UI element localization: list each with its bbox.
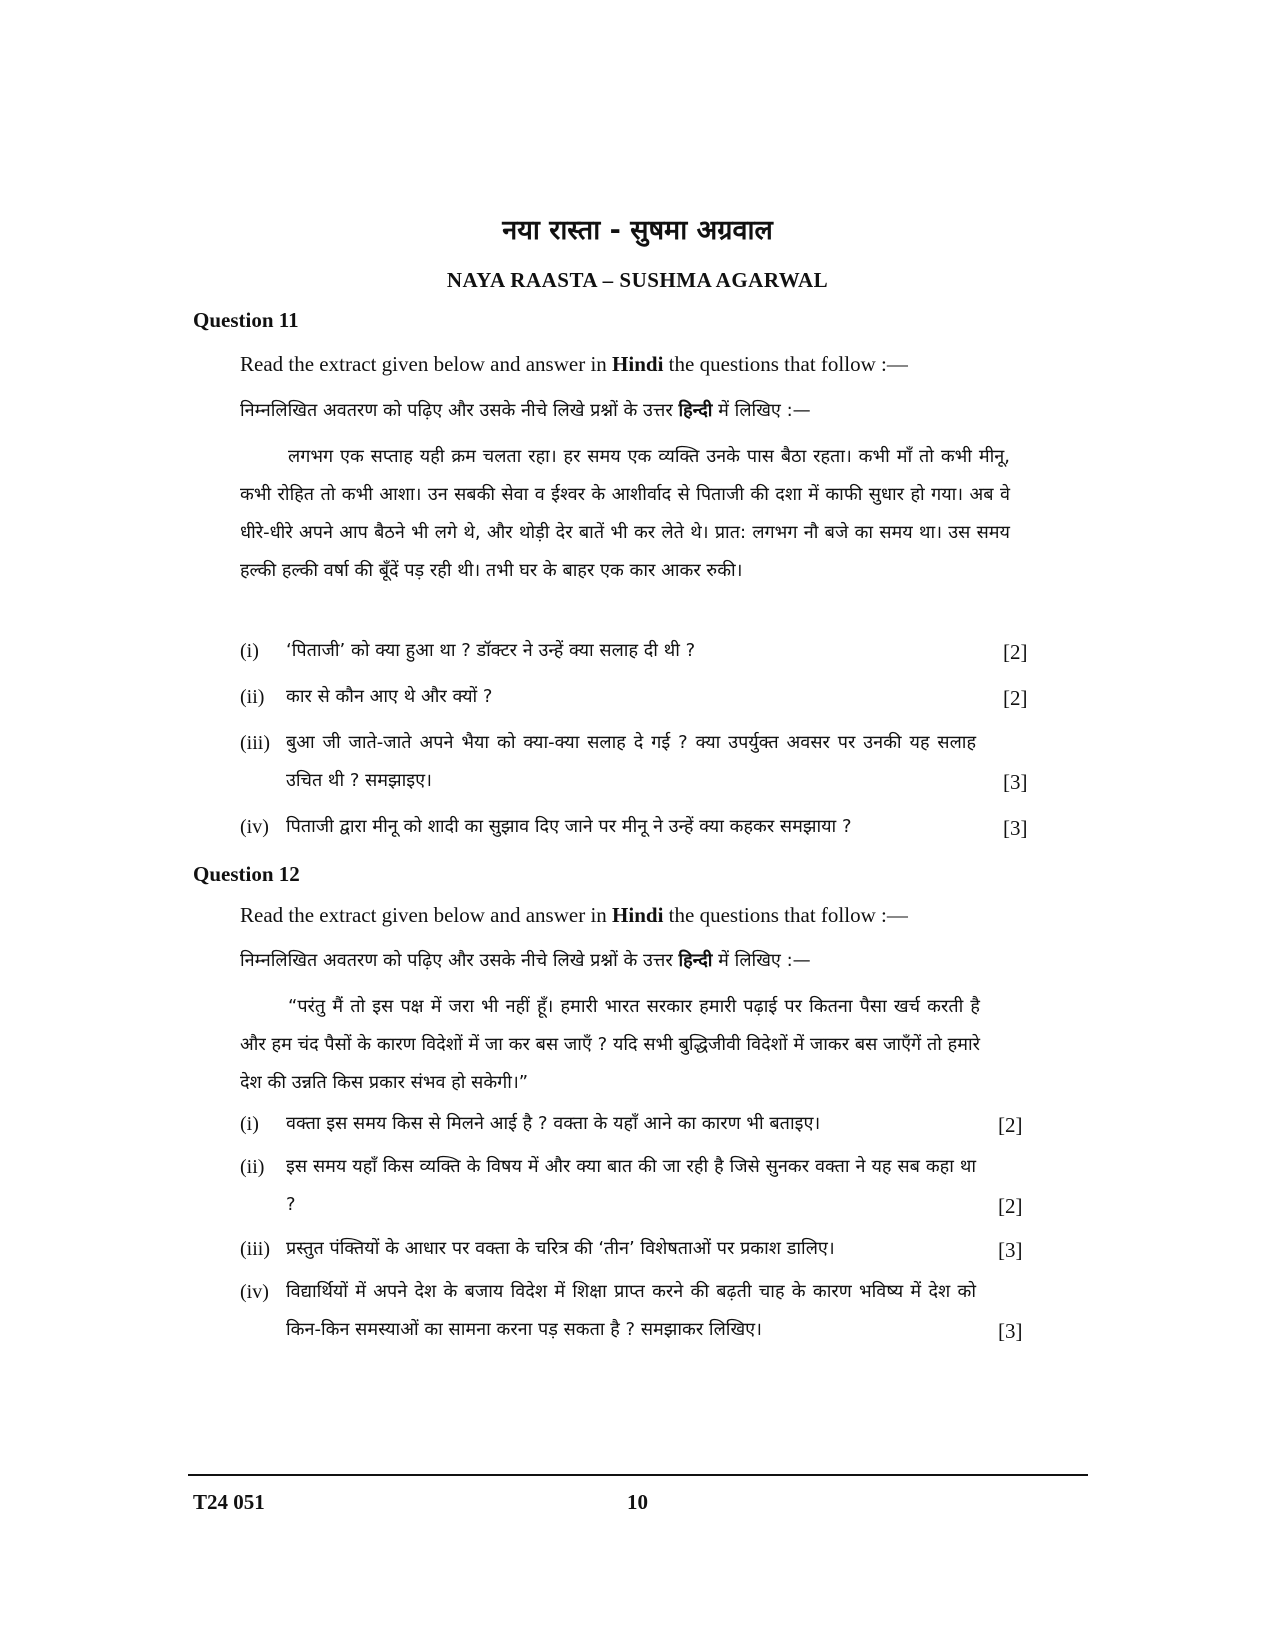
question-11-instruction-hindi: निम्नलिखित अवतरण को पढ़िए और उसके नीचे लिखे प्रश्नों के उत्तर हिन्दी में लिखिए :— xyxy=(240,400,811,421)
question-12-item-3-text: प्रस्तुत पंक्तियों के आधार पर वक्ता के चरित्र की ‘तीन’ विशेषताओं पर प्रकाश डालिए। xyxy=(286,1238,835,1259)
hindi-emphasis: Hindi xyxy=(612,903,664,927)
hindi-emphasis: हिन्दी xyxy=(678,950,713,971)
question-12-item-2-marks: [2] xyxy=(998,1194,1023,1218)
question-11-item-4-text: पिताजी द्वारा मीनू को शादी का सुझाव दिए जाने पर मीनू ने उन्हें क्या कहकर समझाया ? xyxy=(286,816,852,837)
question-12-item-2-number: (ii) xyxy=(240,1156,265,1178)
question-12-item-1-number: (i) xyxy=(240,1113,259,1135)
hindi-emphasis: Hindi xyxy=(612,352,664,376)
question-12-item-2-text: इस समय यहाँ किस व्यक्ति के विषय में और क्या बात की जा रही है जिसे सुनकर वक्ता ने यह सब कहा था ? xyxy=(286,1156,976,1215)
hindi-emphasis: हिन्दी xyxy=(678,400,713,421)
question-11-item-1-text: ‘पिताजी’ को क्या हुआ था ? डॉक्टर ने उन्हें क्या सलाह दी थी ? xyxy=(286,640,696,661)
question-11-item-4-marks: [3] xyxy=(1003,816,1028,840)
question-12-instruction-english: Read the extract given below and answer in Hindi the questions that follow :— xyxy=(240,903,908,927)
question-12-item-1-text: वक्ता इस समय किस से मिलने आई है ? वक्ता के यहाँ आने का कारण भी बताइए। xyxy=(286,1113,821,1134)
question-12-item-4-number: (iv) xyxy=(240,1281,269,1303)
question-11-item-2-number: (ii) xyxy=(240,686,265,708)
footer-page-number: 10 xyxy=(627,1490,648,1514)
question-11-item-1-marks: [2] xyxy=(1003,640,1028,664)
question-11-instruction-english: Read the extract given below and answer in Hindi the questions that follow :— xyxy=(240,352,908,376)
question-12-item-1-marks: [2] xyxy=(998,1113,1023,1137)
question-11-item-2-text: कार से कौन आए थे और क्यों ? xyxy=(286,686,493,707)
question-11-item-2-marks: [2] xyxy=(1003,686,1028,710)
question-11-item-1-number: (i) xyxy=(240,640,259,662)
footer-divider xyxy=(188,1474,1088,1476)
chapter-title-english: NAYA RAASTA – SUSHMA AGARWAL xyxy=(446,268,829,292)
question-12-heading: Question 12 xyxy=(193,862,300,886)
question-11-passage: लगभग एक सप्ताह यही क्रम चलता रहा। हर समय एक व्यक्ति उनके पास बैठा रहता। कभी माँ तो कभी मीनू, कभी रोहित तो कभी आशा। उन सबकी सेवा व ईश्वर के आशीर्वाद से पिताजी की दशा में काफी सुधार हो गया। अब वे धीरे-धीरे अपने आप बैठने भी लगे थे, और थोड़ी देर बातें भी कर लेते थे। प्रात: लगभग नौ बजे का समय था। उस समय हल्की हल्की वर्षा की बूँदें पड़ रही थी। तभी घर के बाहर एक कार आकर रुकी। xyxy=(240,446,1010,581)
question-11-item-3-text: बुआ जी जाते-जाते अपने भैया को क्या-क्या सलाह दे गई ? क्या उपर्युक्त अवसर पर उनकी यह सलाह उचित थी ? समझाइए। xyxy=(286,732,976,791)
question-11-item-4-number: (iv) xyxy=(240,816,269,838)
question-12-passage: “परंतु मैं तो इस पक्ष में जरा भी नहीं हूँ। हमारी भारत सरकार हमारी पढ़ाई पर कितना पैसा खर्च करती है और हम चंद पैसों के कारण विदेशों में जा कर बस जाएँ ? यदि सभी बुद्धिजीवी विदेशों में जाकर बस जाएँगें तो हमारे देश की उन्नति किस प्रकार संभव हो सकेगी।” xyxy=(240,996,980,1093)
footer-paper-code: T24 051 xyxy=(193,1490,265,1514)
question-11-heading: Question 11 xyxy=(193,308,299,332)
question-12-item-3-marks: [3] xyxy=(998,1238,1023,1262)
question-12-item-4-text: विद्यार्थियों में अपने देश के बजाय विदेश में शिक्षा प्राप्त करने की बढ़ती चाह के कारण भविष्य में देश को किन-किन समस्याओं का सामना करना पड़ सकता है ? समझाकर लिखिए। xyxy=(286,1281,976,1340)
question-12-item-4-marks: [3] xyxy=(998,1319,1023,1343)
question-12-item-3-number: (iii) xyxy=(240,1238,270,1260)
question-11-item-3-marks: [3] xyxy=(1003,770,1028,794)
question-12-instruction-hindi: निम्नलिखित अवतरण को पढ़िए और उसके नीचे लिखे प्रश्नों के उत्तर हिन्दी में लिखिए :— xyxy=(240,950,811,971)
chapter-title-hindi: नया रास्ता - सुषमा अग्रवाल xyxy=(502,215,773,246)
question-11-item-3-number: (iii) xyxy=(240,732,270,754)
